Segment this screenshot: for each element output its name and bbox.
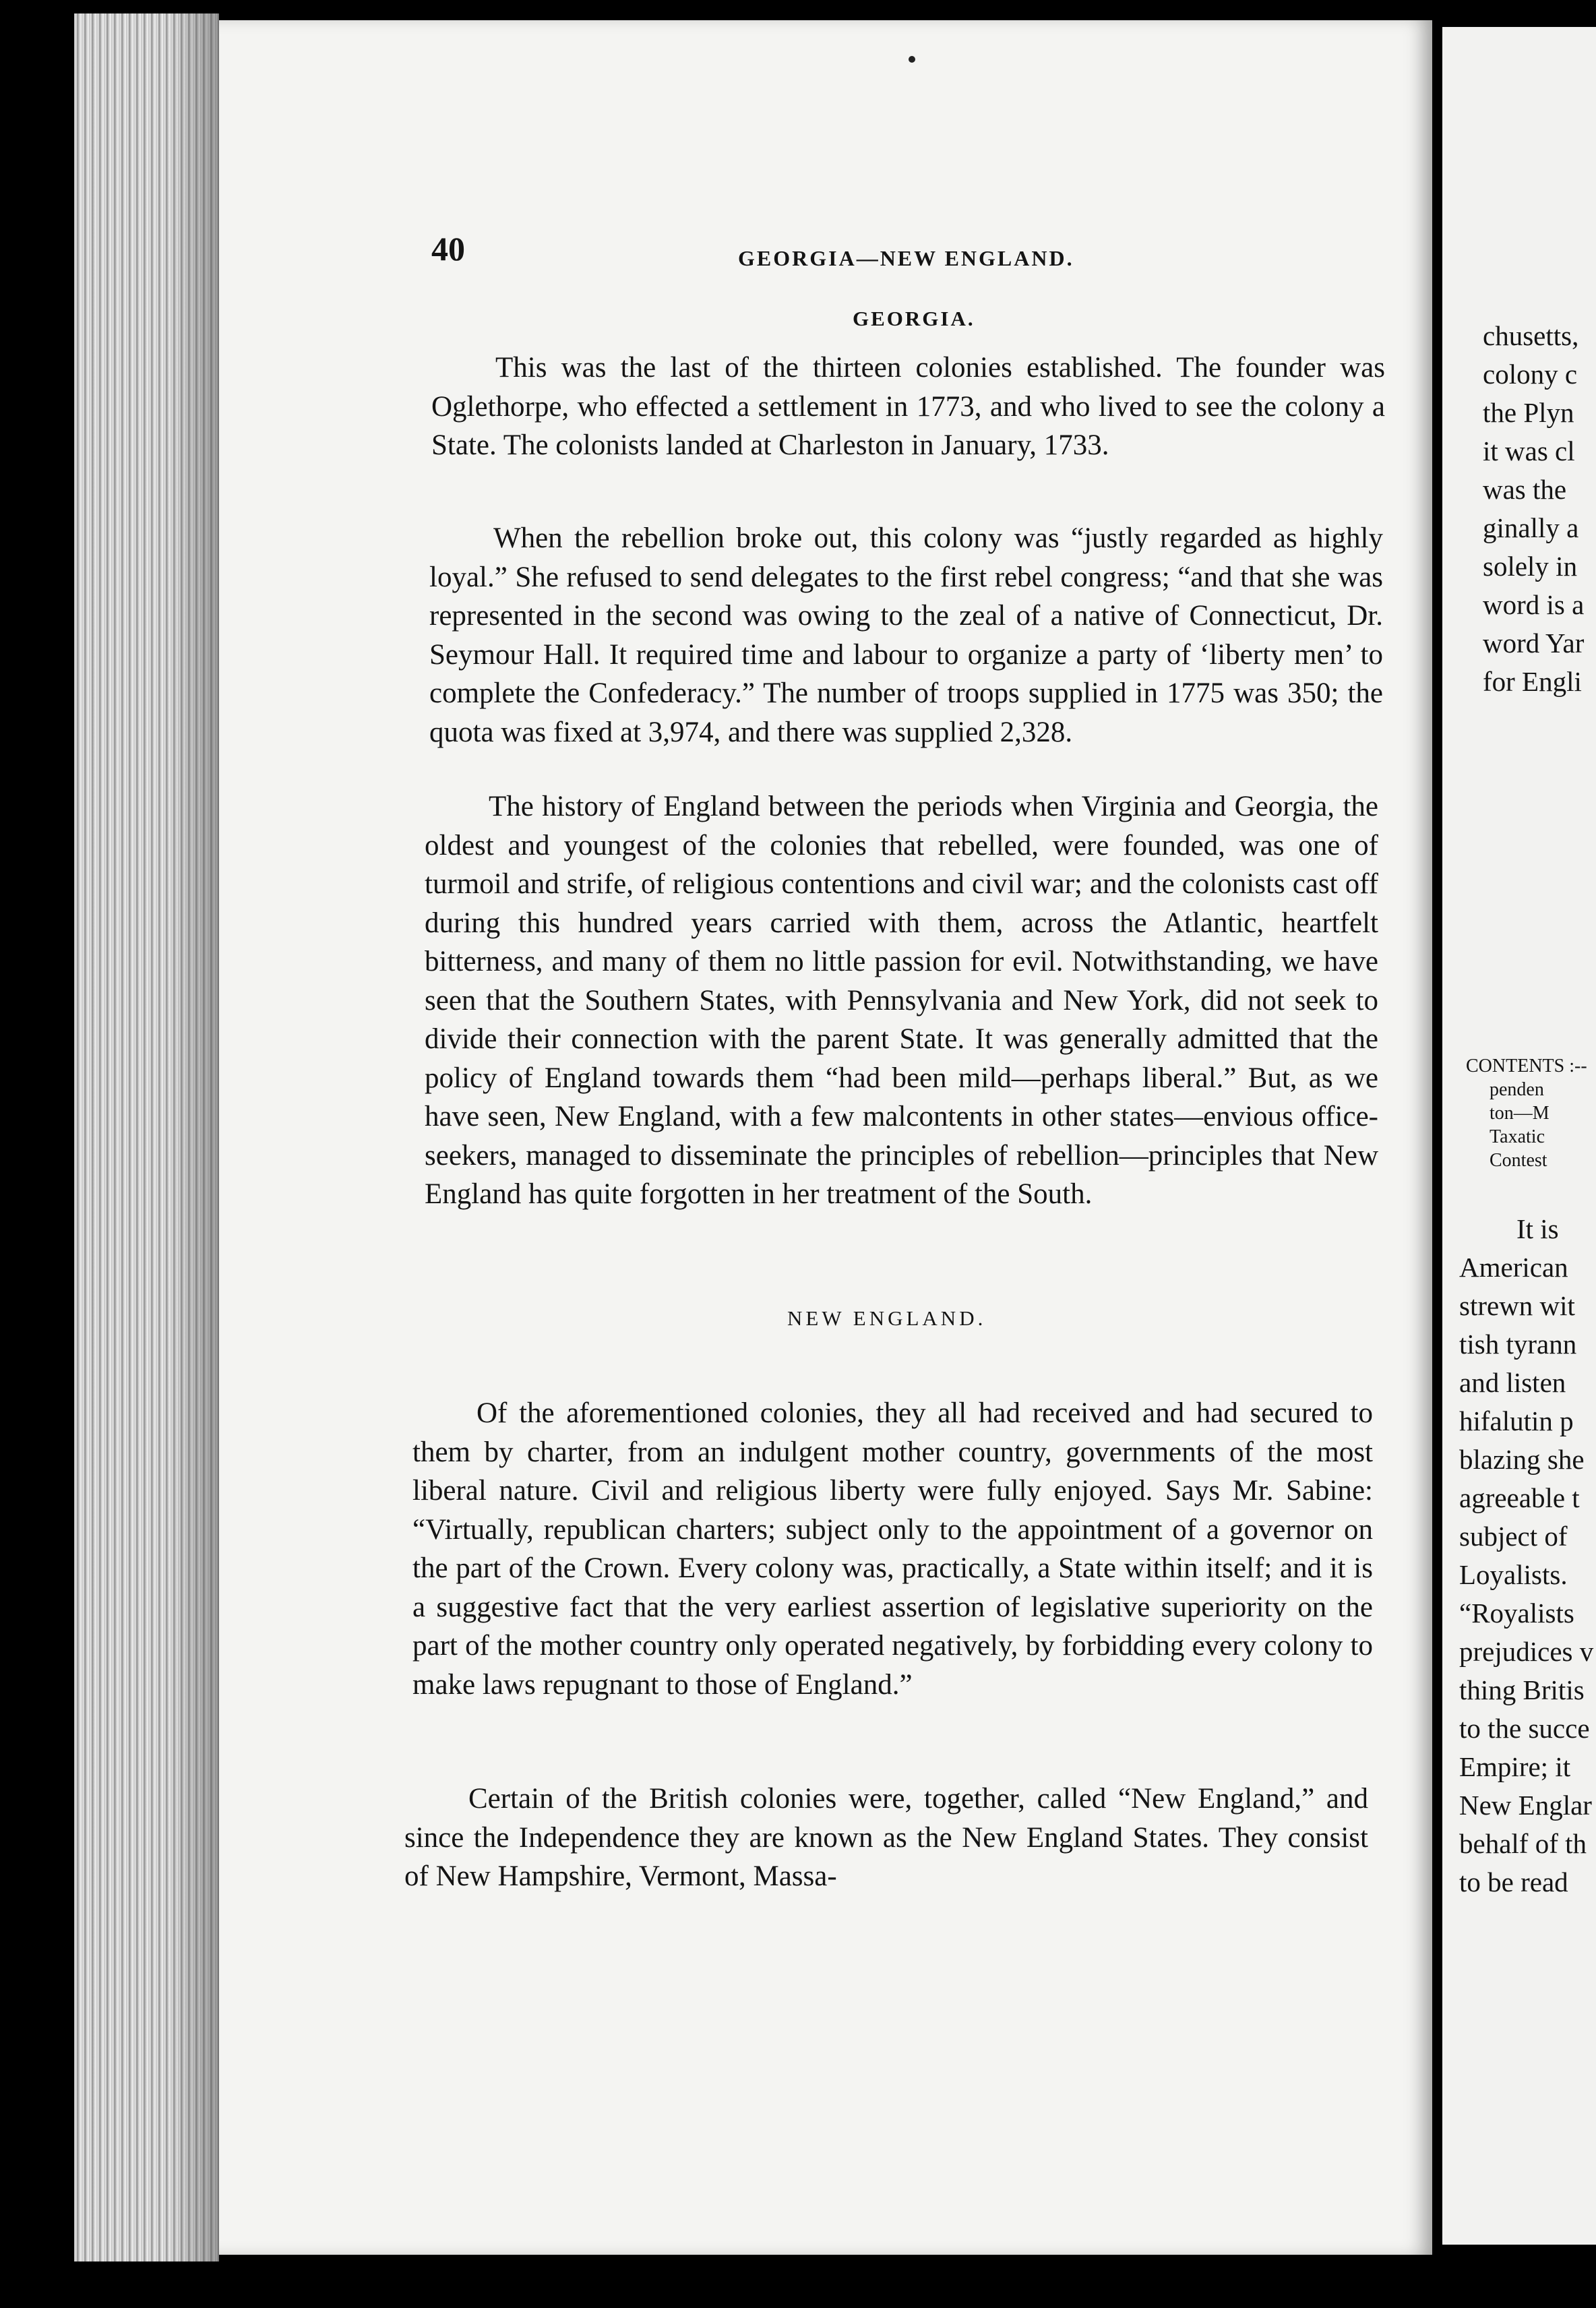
page-gutter-shadow: [168, 13, 219, 2261]
paragraph-new-england-1: Of the aforementioned colonies, they all had received and had secured to them by charter, from an indulgent mother country, governments of the most liberal nature. Civil and religious liberty were fully enjoyed. Says Mr. Sabine: “Virtually, republican charters; subject only to the appointment of a governor on the part of the Crown. Every colony was, practically, a State within itself; and it is a suggestive fact that the very earliest assertion of legislative superiority on the part of the mother country only operated negatively, by forbidding every colony to make laws repugnant to those of England.”: [412, 1397, 1373, 1701]
paragraph-georgia-3: The history of England between the periods when Virginia and Georgia, the oldest and youngest of the colonies that rebelled, were founded, was one of turmoil and strife, of religious contentions and civil war; and the colonists cast off during this hundred years carried with them, across the Atlantic, heartfelt bitterness, and many of them no little passion for evil. Notwithstanding, we have seen that the Southern States, with Pennsylvania and New York, did not seek to divide their connection with the parent State. It was generally admitted that the policy of England towards them “had been mild—perhaps liberal.” But, as we have seen, New England, with a few malcontents in other states—envious office-seekers, managed to disseminate the principles of rebellion—principles that New England has quite forgotten in her treatment of the South.: [425, 791, 1378, 1210]
paragraph-georgia-1: This was the last of the thirteen colonies established. The founder was Oglethorpe, who effected a settlement in 1773, and who lived to see the colony a State. The colonists landed at Charleston in January, 1733.: [431, 352, 1385, 461]
contents-line: CONTENTS :--: [1466, 1056, 1587, 1076]
right-page-line: thing Britis: [1459, 1674, 1585, 1705]
right-page-line: “Royalists: [1459, 1598, 1574, 1629]
right-page-line: for Engli: [1483, 666, 1582, 697]
right-page-line: prejudices v: [1459, 1636, 1594, 1667]
right-page-line: to the succe: [1459, 1713, 1590, 1744]
contents-line: Contest: [1490, 1150, 1547, 1171]
right-page-line: hifalutin p: [1459, 1405, 1574, 1436]
right-page-line: it was cl: [1483, 435, 1575, 466]
right-page-line: was the: [1483, 474, 1567, 505]
book-page-right: [1442, 27, 1596, 2245]
contents-line: ton—M: [1490, 1103, 1549, 1124]
paragraph-new-england-2: Certain of the British colonies were, together, called “New England,” and since the Independence they are known as the New England States. They consist of New Hampshire, Vermont, Massa-: [404, 1783, 1368, 1892]
right-page-line: word is a: [1483, 589, 1585, 620]
section-heading-new-england: NEW ENGLAND.: [787, 1306, 987, 1330]
right-page-line: colony c: [1483, 359, 1578, 390]
right-page-line: the Plyn: [1483, 397, 1574, 428]
print-speck: [909, 56, 915, 63]
right-page-line: blazing she: [1459, 1444, 1585, 1475]
right-page-line: word Yar: [1483, 628, 1585, 659]
right-page-line: strewn wit: [1459, 1290, 1575, 1321]
right-page-line: chusetts,: [1483, 320, 1579, 351]
right-page-line: subject of: [1459, 1521, 1568, 1552]
page-number: 40: [431, 230, 465, 268]
contents-line: Taxatic: [1490, 1126, 1545, 1147]
right-page-line: behalf of th: [1459, 1828, 1587, 1859]
right-page-line: agreeable t: [1459, 1482, 1580, 1513]
right-page-line: It is: [1516, 1213, 1559, 1244]
right-page-line: Empire; it: [1459, 1751, 1571, 1782]
running-head: GEORGIA—NEW ENGLAND.: [738, 246, 1074, 270]
right-page-line: New Englar: [1459, 1790, 1592, 1821]
right-page-line: ginally a: [1483, 512, 1579, 543]
right-page-line: American: [1459, 1252, 1568, 1283]
section-heading-georgia: GEORGIA.: [853, 307, 975, 330]
right-page-line: and listen: [1459, 1367, 1566, 1398]
right-page-line: tish tyrann: [1459, 1329, 1577, 1360]
paragraph-georgia-2: When the rebellion broke out, this colony was “justly regarded as highly loyal.” She refused to send delegates to the first rebel congress; “and that she was represented in the second was owing to the zeal of a native of Connecticut, Dr. Seymour Hall. It required time and labour to organize a party of ‘liberty men’ to complete the Confederacy.” The number of troops supplied in 1775 was 350; the quota was fixed at 3,974, and there was supplied 2,328.: [429, 522, 1383, 748]
right-page-line: Loyalists.: [1459, 1559, 1568, 1590]
right-page-line: to be read: [1459, 1866, 1568, 1897]
right-page-line: solely in: [1483, 551, 1578, 582]
contents-line: penden: [1490, 1079, 1544, 1100]
